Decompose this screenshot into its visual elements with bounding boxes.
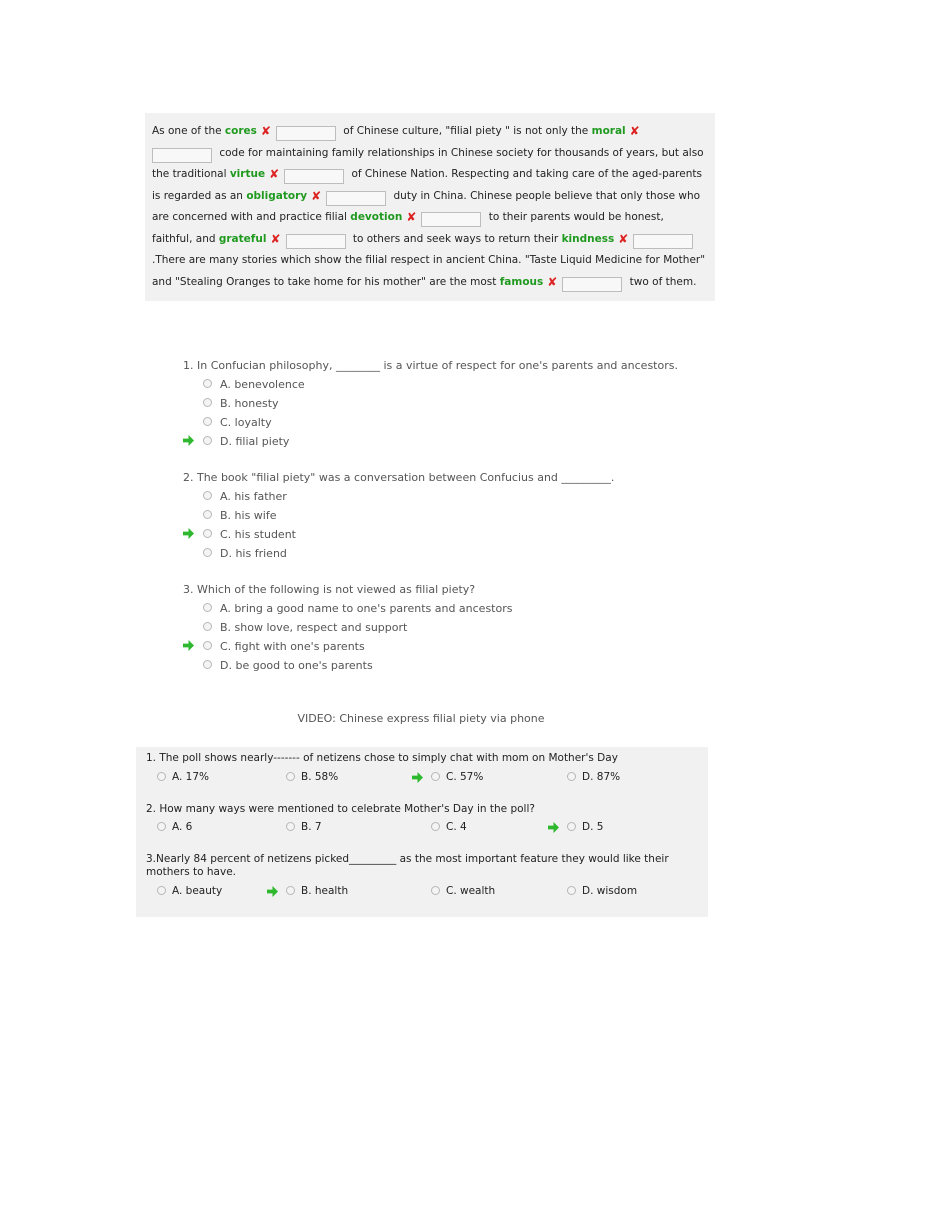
green-arrow-icon — [267, 886, 278, 897]
option-b[interactable] — [183, 506, 614, 525]
option-b[interactable] — [286, 770, 338, 784]
radio-button[interactable] — [203, 529, 212, 538]
red-cross-icon: ✘ — [618, 231, 629, 246]
radio-button[interactable] — [203, 641, 212, 650]
answer-word-obligatory: obligatory — [246, 189, 308, 202]
blank-input-8[interactable] — [562, 277, 622, 292]
blank-input-3[interactable] — [284, 169, 344, 184]
option-label: A. his father — [220, 490, 287, 503]
option-c[interactable] — [183, 413, 678, 432]
option-label: C. his student — [220, 528, 296, 541]
radio-button[interactable] — [203, 417, 212, 426]
option-a[interactable] — [157, 770, 209, 784]
option-b[interactable] — [286, 820, 322, 834]
radio-button[interactable] — [431, 772, 440, 781]
answer-word-moral: moral — [591, 125, 626, 137]
radio-button[interactable] — [431, 822, 440, 831]
video-question-2: 2. How many ways were mentioned to celebrate Mother's Day in the poll? — [146, 803, 535, 815]
green-arrow-icon — [183, 640, 194, 651]
option-label: A. beauty — [172, 885, 223, 897]
option-a[interactable] — [183, 599, 512, 618]
option-label: C. 4 — [446, 821, 467, 833]
option-label: D. filial piety — [220, 435, 290, 448]
mcq-question-2 — [183, 468, 614, 563]
video-title: VIDEO: Chinese express filial piety via phone — [297, 712, 545, 725]
green-arrow-icon — [183, 435, 194, 446]
option-a[interactable] — [183, 487, 614, 506]
blank-input-4[interactable] — [326, 191, 386, 206]
mcq-question-3 — [183, 580, 512, 675]
passage-text: to others and seek ways to return their — [349, 232, 562, 245]
option-b[interactable] — [183, 618, 512, 637]
red-cross-icon: ✘ — [629, 124, 640, 138]
video-quiz-panel — [136, 747, 708, 917]
answer-word-famous: famous — [499, 275, 544, 288]
red-cross-icon: ✘ — [269, 167, 280, 181]
option-c[interactable] — [431, 770, 483, 784]
radio-button[interactable] — [203, 398, 212, 407]
option-d[interactable] — [183, 656, 512, 675]
radio-button[interactable] — [431, 886, 440, 895]
radio-button[interactable] — [203, 491, 212, 500]
option-label: A. 6 — [172, 821, 193, 833]
radio-button[interactable] — [567, 772, 576, 781]
red-cross-icon: ✘ — [260, 124, 271, 138]
radio-button[interactable] — [203, 379, 212, 388]
mcq-question-1 — [183, 356, 678, 451]
radio-button[interactable] — [157, 822, 166, 831]
passage-text: As one of the — [152, 125, 225, 137]
option-label: A. benevolence — [220, 378, 305, 391]
radio-button[interactable] — [567, 822, 576, 831]
red-cross-icon: ✘ — [547, 274, 558, 289]
option-label: C. wealth — [446, 885, 496, 897]
option-label: B. health — [301, 885, 349, 897]
option-label: B. 58% — [301, 771, 339, 783]
radio-button[interactable] — [203, 548, 212, 557]
blank-input-6[interactable] — [286, 234, 346, 249]
option-label: A. bring a good name to one's parents and ancestors — [220, 602, 513, 615]
passage-text: .There are many stories which show the filial respect in ancient China. "Taste Liquid Medicine for Mother" and "Stealing Oranges to take home for his mother" are the most — [152, 254, 706, 288]
radio-button[interactable] — [567, 886, 576, 895]
blank-input-5[interactable] — [421, 212, 481, 227]
option-b[interactable] — [286, 884, 348, 898]
question-text: 3. Which of the following is not viewed as filial piety? — [183, 583, 476, 596]
passage-text: of Chinese culture, "filial piety " is not only the — [339, 125, 592, 137]
option-a[interactable] — [157, 884, 222, 898]
answer-word-grateful: grateful — [218, 232, 267, 245]
option-label: C. 57% — [446, 771, 484, 783]
radio-button[interactable] — [286, 886, 295, 895]
option-a[interactable] — [183, 375, 678, 394]
radio-button[interactable] — [203, 510, 212, 519]
option-c[interactable] — [431, 820, 467, 834]
option-d[interactable] — [567, 884, 637, 898]
option-label: D. 87% — [582, 771, 621, 783]
answer-word-virtue: virtue — [229, 168, 266, 180]
passage-text: code for maintaining family relationships in Chinese society for thousands of years, but also the traditional — [152, 146, 704, 180]
option-label: C. loyalty — [220, 416, 272, 429]
radio-button[interactable] — [286, 772, 295, 781]
red-cross-icon: ✘ — [406, 210, 417, 224]
green-arrow-icon — [548, 822, 559, 833]
option-d[interactable] — [567, 770, 620, 784]
option-a[interactable] — [157, 820, 192, 834]
option-c[interactable] — [431, 884, 495, 898]
option-label: D. wisdom — [582, 885, 638, 897]
red-cross-icon: ✘ — [311, 188, 322, 203]
video-question-3: 3.Nearly 84 percent of netizens picked_________ as the most important feature they would like their mothers to have. — [146, 853, 669, 878]
option-label: C. fight with one's parents — [220, 640, 365, 653]
option-label: D. 5 — [582, 821, 604, 833]
blank-input-2[interactable] — [152, 148, 212, 163]
radio-button[interactable] — [203, 622, 212, 631]
option-label: B. 7 — [301, 821, 322, 833]
option-d[interactable] — [183, 432, 678, 451]
answer-word-devotion: devotion — [350, 211, 403, 223]
passage-text: duty in China. Chinese people believe that only those who are concerned with and practice filial — [152, 189, 701, 223]
passage-text: two of them. — [626, 275, 697, 288]
green-arrow-icon — [183, 528, 194, 539]
question-text: 1. In Confucian philosophy, ________ is a virtue of respect for one's parents and ancestors. — [183, 359, 678, 372]
answer-word-kindness: kindness — [561, 232, 615, 245]
option-label: B. honesty — [220, 397, 279, 410]
red-cross-icon: ✘ — [270, 231, 281, 246]
radio-button[interactable] — [203, 436, 212, 445]
radio-button[interactable] — [203, 603, 212, 612]
option-label: B. show love, respect and support — [220, 621, 408, 634]
option-b[interactable] — [183, 394, 678, 413]
radio-button[interactable] — [203, 660, 212, 669]
radio-button[interactable] — [157, 886, 166, 895]
option-label: B. his wife — [220, 509, 277, 522]
blank-input-1[interactable] — [276, 126, 336, 141]
option-label: D. his friend — [220, 547, 287, 560]
green-arrow-icon — [412, 772, 423, 783]
option-label: D. be good to one's parents — [220, 659, 373, 672]
video-question-1: 1. The poll shows nearly------- of netizens chose to simply chat with mom on Mother's Day — [146, 752, 618, 764]
answer-word-cores: cores — [224, 125, 257, 137]
option-d[interactable] — [183, 544, 614, 563]
passage-text: of Chinese Nation. Respecting and taking care of the aged-parents is regarded as an — [152, 168, 702, 202]
cloze-passage — [145, 113, 715, 301]
radio-button[interactable] — [286, 822, 295, 831]
blank-input-7[interactable] — [633, 234, 693, 249]
option-c[interactable] — [183, 637, 512, 656]
option-d[interactable] — [567, 820, 603, 834]
passage-text: to their parents would be honest, faithful, and — [152, 211, 664, 245]
option-label: A. 17% — [172, 771, 210, 783]
radio-button[interactable] — [157, 772, 166, 781]
question-text: 2. The book "filial piety" was a conversation between Confucius and _________. — [183, 471, 615, 484]
option-c[interactable] — [183, 525, 614, 544]
